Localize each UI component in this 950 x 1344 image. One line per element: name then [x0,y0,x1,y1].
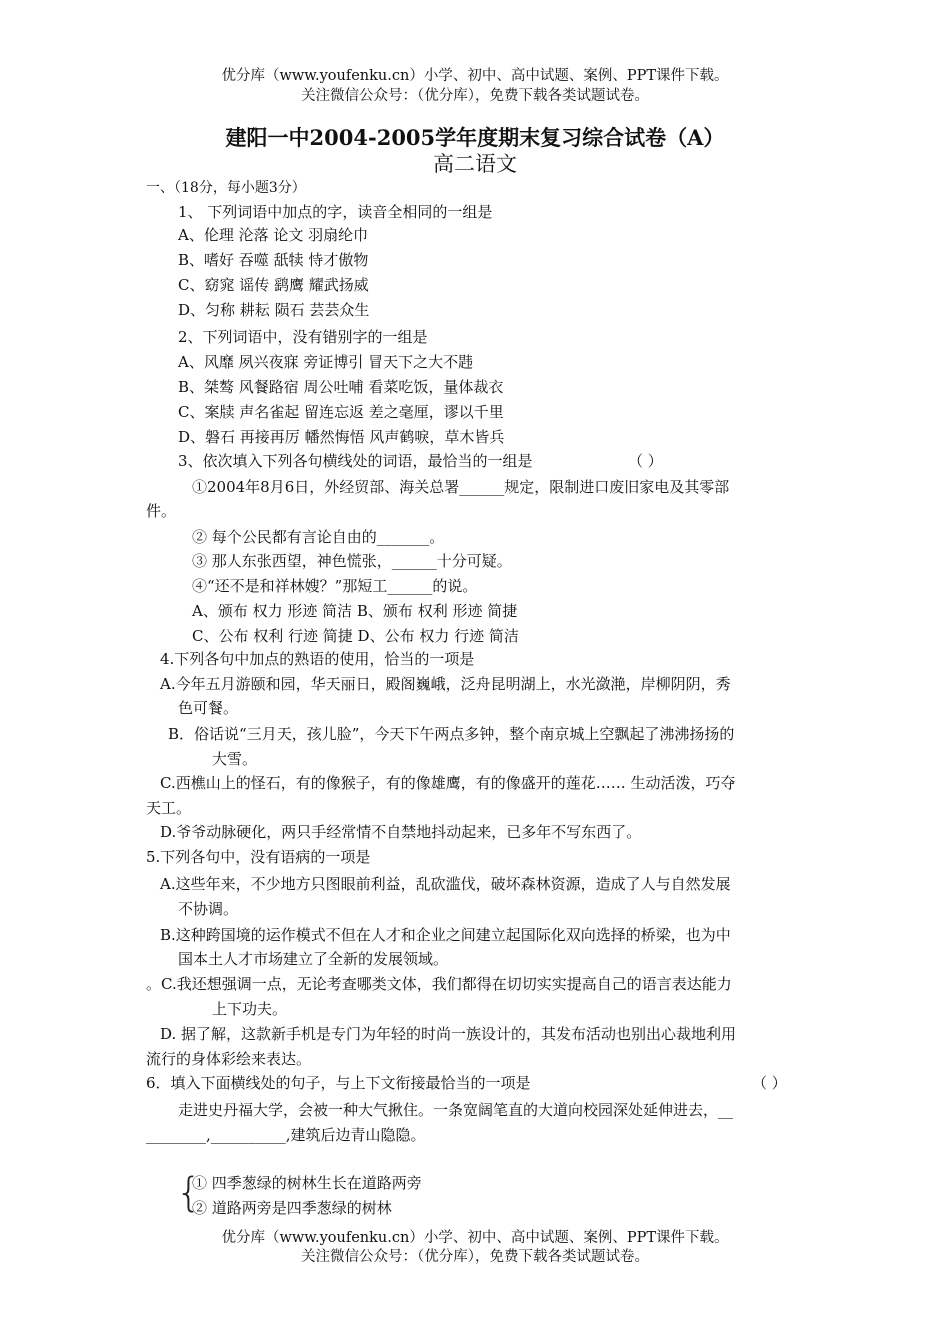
option-c: C、案牍 声名雀起 留连忘返 差之毫厘，谬以千里 [178,403,504,421]
option-b: B、桀骜 风餐路宿 周公吐哺 看菜吃饭，量体裁衣 [178,378,504,396]
section-heading: 一、（18分，每小题3分） [146,180,306,196]
passage-line-1: 走进史丹福大学，会被一种大气揪住。一条宽阔笔直的大道向校园深处延伸进去，__ [178,1101,734,1119]
sentence-1-cont: 件。 [146,502,177,520]
option-a: A、伦理 沦落 论文 羽扇纶巾 [178,226,369,244]
header-line-2: 关注微信公众号：（优分库），免费下载各类试题试卷。 [301,88,649,104]
brace-symbol: { [176,1170,202,1216]
question-stem: 3、依次填入下列各句横线处的词语，最恰当的一组是 [178,452,533,470]
option-a: A、风靡 夙兴夜寐 旁证博引 冒天下之大不韪 [178,353,474,371]
header-line-1: 优分库（www.youfenku.cn）小学、初中、高中试题、案例、PPT课件下载。 [221,68,729,84]
choice-1: ① 四季葱绿的树林生长在道路两旁 [192,1174,422,1192]
question-stem: 4.下列各句中加点的熟语的使用，恰当的一项是 [160,650,475,668]
option-a-cont: 色可餐。 [178,699,239,717]
sentence-1: ①2004年8月6日，外经贸部、海关总署______规定，限制进口废旧家电及其零部 [192,478,730,496]
passage-line-2: ________,__________,建筑后边青山隐隐。 [146,1126,426,1144]
option-b: B．俗话说“三月天，孩儿脸”，今天下午两点多钟，整个南京城上空飘起了沸沸扬扬的 [168,725,735,743]
option-a: A.这些年来，不少地方只图眼前利益，乱砍滥伐，破坏森林资源，造成了人与自然发展 [160,875,731,893]
question-stem: 5.下列各句中，没有语病的一项是 [146,848,371,866]
option-b-cont: 大雪。 [212,750,258,768]
question-stem: 2、下列词语中，没有错别字的一组是 [178,328,428,346]
option-a-cont: 不协调。 [178,900,239,918]
options-cd: C、公布 权利 行迹 简捷 D、公布 权力 行迹 简洁 [192,627,519,645]
sentence-2: ② 每个公民都有言论自由的_______。 [192,528,445,546]
option-d-cont: 流行的身体彩绘来表达。 [146,1050,312,1068]
options-ab: A、颁布 权力 形迹 简洁 B、颁布 权利 形迹 简捷 [192,602,518,620]
option-b-cont: 国本土人才市场建立了全新的发展领域。 [178,950,449,968]
exam-subtitle: 高二语文 [433,152,517,176]
choice-2: ② 道路两旁是四季葱绿的树林 [192,1199,392,1217]
option-a: A.今年五月游颐和园，华天丽日，殿阁巍峨，泛舟昆明湖上，水光潋滟，岸柳阴阴，秀 [160,675,731,693]
sentence-3: ③ 那人东张西望，神色慌张，______十分可疑。 [192,552,512,570]
option-d: D. 据了解，这款新手机是专门为年轻的时尚一族设计的，其发布活动也别出心裁地利用 [160,1025,737,1043]
footer-line-1: 优分库（www.youfenku.cn）小学、初中、高中试题、案例、PPT课件下载。 [221,1230,729,1246]
option-c: C、窈窕 谣传 鹞鹰 耀武扬威 [178,276,369,294]
option-d: D.爷爷动脉硬化，两只手经常情不自禁地抖动起来，已多年不写东西了。 [160,823,642,841]
answer-paren: （ ） [752,1074,787,1092]
answer-paren: （ ） [628,452,663,470]
option-c-cont: 上下功夫。 [212,1000,288,1018]
option-c: 。C.我还想强调一点，无论考查哪类文体，我们都得在切切实实提高自己的语言表达能力 [146,975,732,993]
exam-title: 建阳一中2004-2005学年度期末复习综合试卷（A） [225,125,725,150]
option-d: D、匀称 耕耘 陨石 芸芸众生 [178,301,370,319]
footer-line-2: 关注微信公众号：（优分库），免费下载各类试题试卷。 [301,1249,649,1265]
option-d: D、磐石 再接再厉 幡然悔悟 风声鹤唳，草木皆兵 [178,428,505,446]
option-b: B、嗜好 吞噬 舐犊 恃才傲物 [178,251,369,269]
question-stem: 6．填入下面横线处的句子，与上下文衔接最恰当的一项是 [146,1074,531,1092]
question-stem: 1、 下列词语中加点的字，读音全相同的一组是 [178,203,493,221]
option-c-cont: 天工。 [146,799,192,817]
sentence-4: ④“还不是和祥林嫂？”那短工______的说。 [192,577,478,595]
option-b: B.这种跨国境的运作模式不但在人才和企业之间建立起国际化双向选择的桥梁，也为中 [160,926,731,944]
option-c: C.西樵山上的怪石，有的像猴子，有的像雄鹰，有的像盛开的莲花…… 生动活泼，巧夺 [160,774,736,792]
